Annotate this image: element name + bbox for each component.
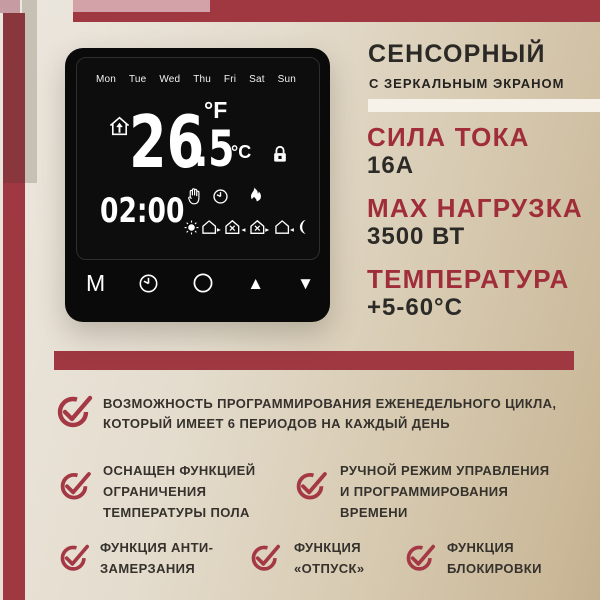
home-out-icon xyxy=(201,219,222,235)
feature-manual-mode xyxy=(340,460,550,523)
feature-line: БЛОКИРОВКИ xyxy=(447,561,542,576)
device-button-row xyxy=(86,270,314,296)
feature-line: И ПРОГРАММИРОВАНИЯ xyxy=(340,484,509,499)
check-icon xyxy=(406,540,439,573)
feature-line: ЗАМЕРЗАНИЯ xyxy=(100,561,196,576)
home-x-out-icon xyxy=(249,219,272,235)
celsius-unit: °C xyxy=(231,142,252,162)
feature-line: ОГРАНИЧЕНИЯ xyxy=(103,484,207,499)
day-label-sat: Sat xyxy=(249,74,265,85)
check-icon xyxy=(60,467,95,502)
feature-line: ВРЕМЕНИ xyxy=(340,505,408,520)
page-title: СЕНСОРНЫЙ xyxy=(368,40,546,68)
temperature-integer: 26 xyxy=(129,100,205,184)
spec-load-label: MAX НАГРУЗКА xyxy=(367,193,583,223)
lock-icon xyxy=(271,144,289,164)
decor-left-red-shade xyxy=(3,13,25,183)
day-label-tue: Tue xyxy=(128,74,147,85)
check-icon xyxy=(296,467,331,502)
day-label-fri: Fri xyxy=(223,74,237,85)
page-subtitle: С ЗЕРКАЛЬНЫМ ЭКРАНОМ xyxy=(369,76,565,91)
feature-line: КОТОРЫЙ ИМЕЕТ 6 ПЕРИОДОВ НА КАЖДЫЙ ДЕНЬ xyxy=(103,416,451,431)
feature-line: «ОТПУСК» xyxy=(294,561,365,576)
feature-line: ВОЗМОЖНОСТЬ ПРОГРАММИРОВАНИЯ ЕЖЕНЕДЕЛЬНОГО ЦИКЛА, xyxy=(103,396,557,411)
clock-status-icon xyxy=(212,188,229,205)
feature-line: РУЧНОЙ РЕЖИМ УПРАВЛЕНИЯ xyxy=(340,463,550,478)
feature-line: ФУНКЦИЯ xyxy=(294,540,361,555)
feature-antifreeze xyxy=(100,537,213,579)
temperature-fraction: .5 xyxy=(194,120,235,178)
heating-flame-icon xyxy=(246,186,262,205)
down-button: ▼ xyxy=(297,273,314,293)
feature-line: ФУНКЦИЯ АНТИ- xyxy=(100,540,214,555)
mode-button: M xyxy=(86,269,106,296)
fahrenheit-unit: °F xyxy=(204,97,228,123)
decor-divider-red-bar xyxy=(54,351,574,370)
sun-icon xyxy=(184,220,199,235)
feature-line: ОСНАЩЕН ФУНКЦИЕЙ xyxy=(103,463,256,478)
decor-pink-square xyxy=(0,0,20,13)
day-label-wed: Wed xyxy=(159,74,181,85)
power-button xyxy=(192,272,214,294)
spec-load-value: 3500 ВТ xyxy=(367,223,466,250)
feature-line: ТЕМПЕРАТУРЫ ПОЛА xyxy=(103,505,250,520)
check-icon xyxy=(60,540,93,573)
home-x-in-icon xyxy=(224,219,247,235)
spec-temperature-value: +5-60°С xyxy=(367,294,463,321)
feature-vacation xyxy=(294,537,364,579)
mode-icon-row xyxy=(184,219,308,235)
check-icon xyxy=(251,540,284,573)
moon-icon xyxy=(297,219,308,235)
feature-lock xyxy=(447,537,542,579)
home-comfort-icon xyxy=(108,115,131,138)
feature-floor-limit xyxy=(103,460,255,523)
timer-button xyxy=(138,273,159,294)
weekday-row xyxy=(96,74,296,85)
feature-line: ФУНКЦИЯ xyxy=(447,540,514,555)
spec-temperature-label: ТЕМПЕРАТУРА xyxy=(367,264,570,294)
decor-white-bar xyxy=(368,99,600,112)
day-label-mon: Mon xyxy=(96,74,117,85)
time-display: 02:00 xyxy=(100,191,185,231)
manual-hand-icon xyxy=(186,187,203,206)
spec-current-value: 16А xyxy=(367,152,415,179)
day-label-thu: Thu xyxy=(193,74,212,85)
decor-top-pink-bar xyxy=(73,0,210,12)
day-label-sun: Sun xyxy=(277,74,296,85)
up-button: ▲ xyxy=(247,273,265,293)
check-icon xyxy=(57,390,97,430)
feature-weekly-cycle xyxy=(103,394,556,434)
spec-current-label: СИЛА ТОКА xyxy=(367,122,530,152)
home-in-icon xyxy=(274,219,295,235)
